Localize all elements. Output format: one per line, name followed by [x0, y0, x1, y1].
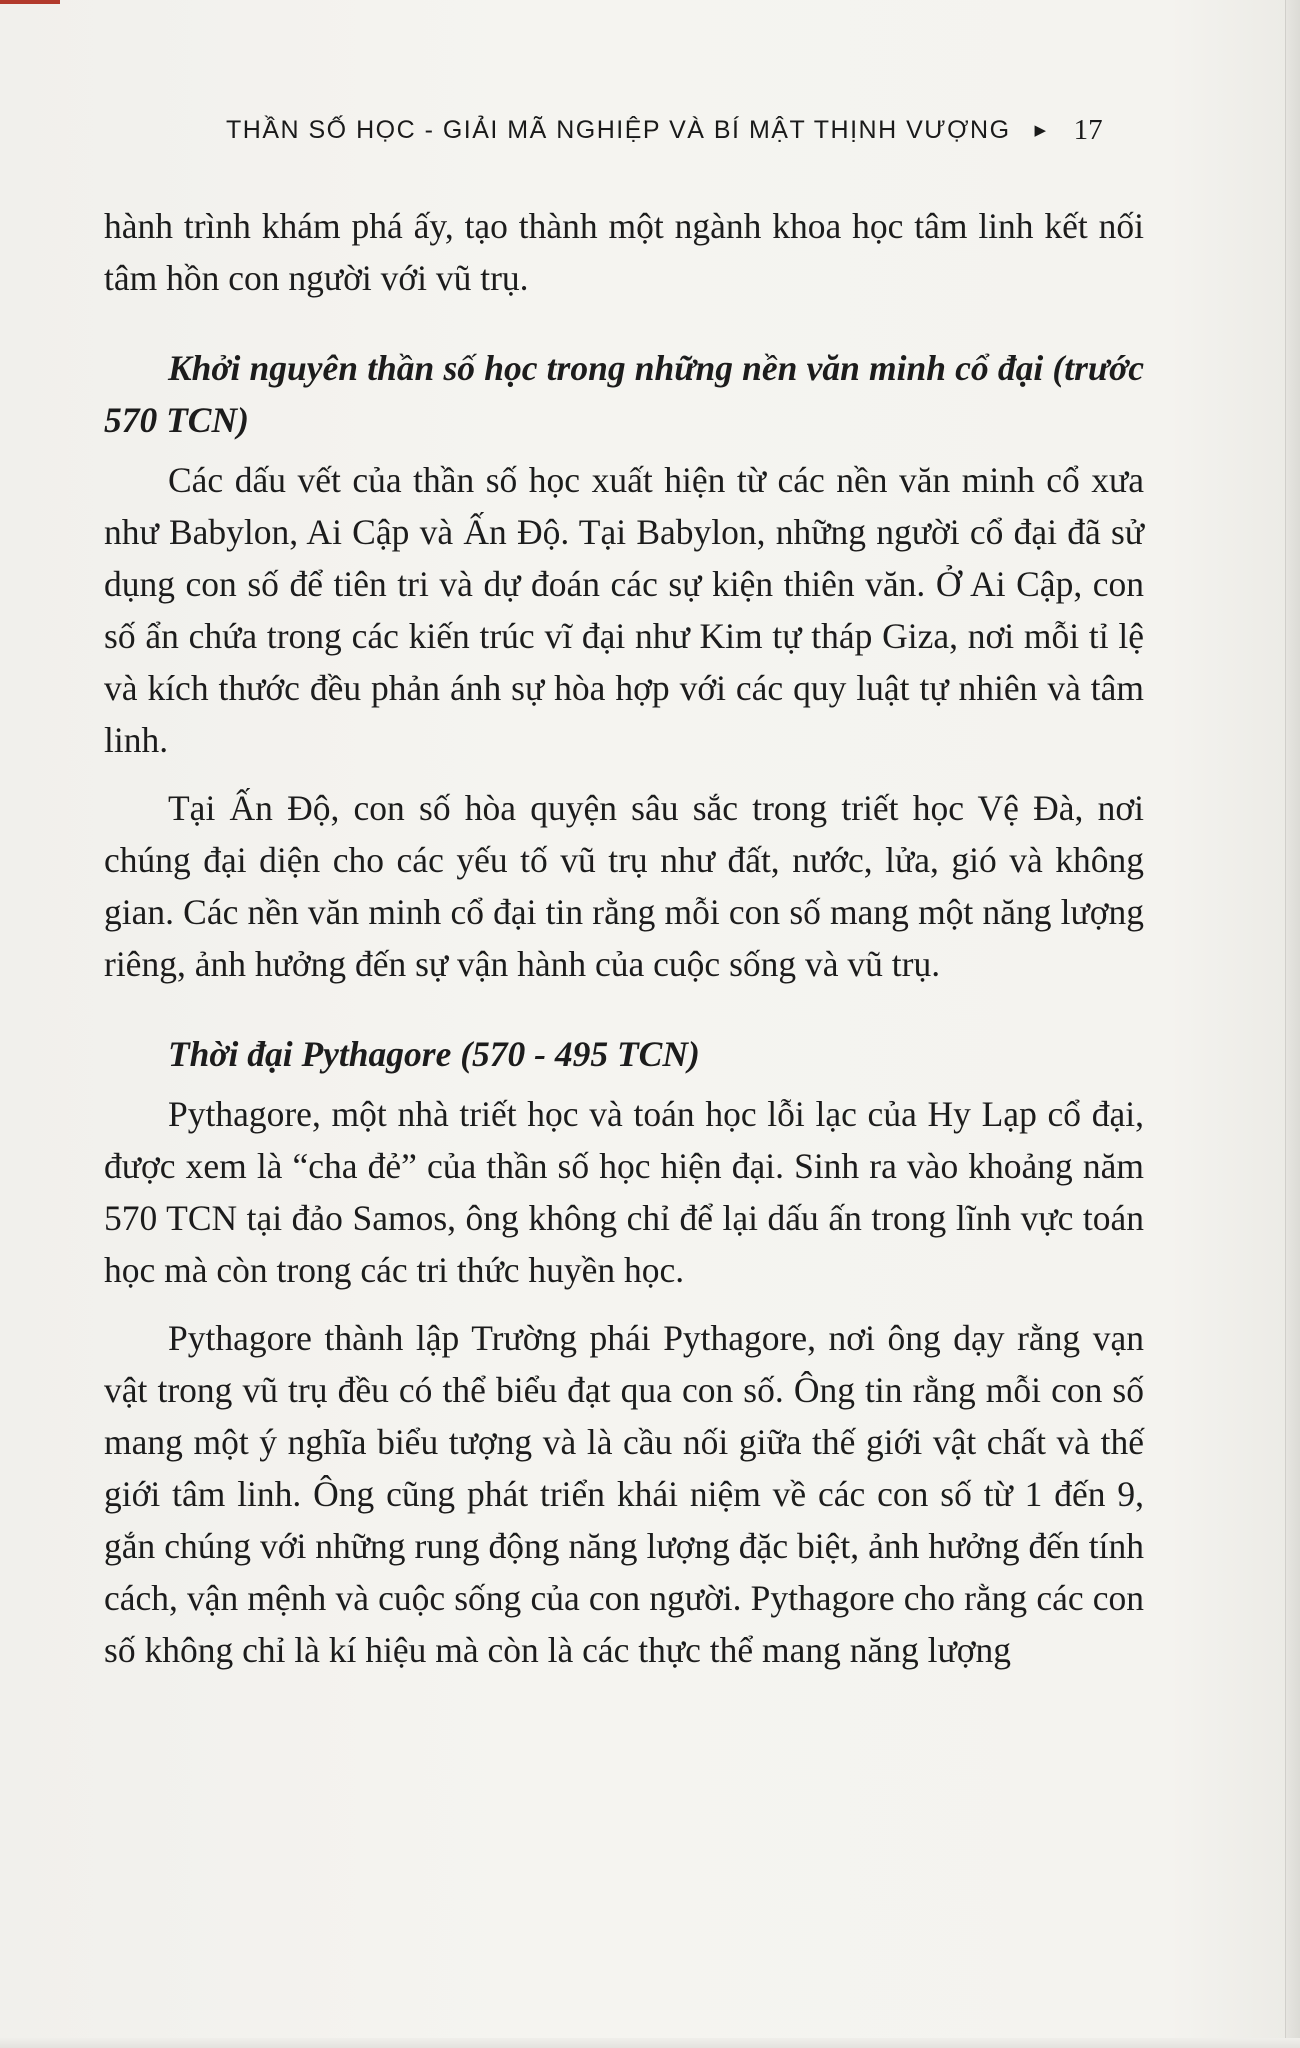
section-heading-pythagore: Thời đại Pythagore (570 - 495 TCN)	[168, 1034, 700, 1074]
running-title: THẦN SỐ HỌC - GIẢI MÃ NGHIỆP VÀ BÍ MẬT THỊNH VƯỢNG	[226, 115, 1011, 144]
triangle-right-icon: ▶	[1034, 122, 1048, 139]
paragraph-3: Tại Ấn Độ, con số hòa quyện sâu sắc trong triết học Vệ Đà, nơi chúng đại diện cho các yếu tố vũ trụ như đất, nước, lửa, gió và không gian. Các nền văn minh cổ đại tin rằng mỗi con số mang một năng lượng riêng, ảnh hưởng đến sự vận hành của cuộc sống và vũ trụ.	[104, 788, 1144, 984]
page-top-edge	[0, 0, 60, 4]
paragraph-1: hành trình khám phá ấy, tạo thành một ngành khoa học tâm linh kết nối tâm hồn con người với vũ trụ.	[104, 206, 1144, 298]
page-bottom-edge	[0, 2038, 1300, 2048]
paragraph-2: Các dấu vết của thần số học xuất hiện từ các nền văn minh cổ xưa như Babylon, Ai Cập và Ấn Độ. Tại Babylon, những người cổ đại đã sử dụng con số để tiên tri và dự đoán các sự kiện thiên văn. Ở Ai Cập, con số ẩn chứa trong các kiến trúc vĩ đại như Kim tự tháp Giza, nơi mỗi tỉ lệ và kích thước đều phản ánh sự hòa hợp với các quy luật tự nhiên và tâm linh.	[104, 460, 1144, 760]
paragraph-5: Pythagore thành lập Trường phái Pythagore, nơi ông dạy rằng vạn vật trong vũ trụ đều có thể biểu đạt qua con số. Ông tin rằng mỗi con số mang một ý nghĩa biểu tượng và là cầu nối giữa thế giới vật chất và thế giới tâm linh. Ông cũng phát triển khái niệm về các con số từ 1 đến 9, gắn chúng với những rung động năng lượng đặc biệt, ảnh hưởng đến tính cách, vận mệnh và cuộc sống của con người. Pythagore cho rằng các con số không chỉ là kí hiệu mà còn là các thực thể mang năng lượng	[104, 1318, 1144, 1670]
page-body	[104, 200, 1144, 1676]
section-heading-ancient: Khởi nguyên thần số học trong những nền văn minh cổ đại (trước 570 TCN)	[104, 348, 1144, 440]
page-right-edge	[1285, 0, 1300, 2048]
running-header	[226, 112, 1136, 148]
page-number: 17	[1073, 113, 1103, 146]
paragraph-4: Pythagore, một nhà triết học và toán học lỗi lạc của Hy Lạp cổ đại, được xem là “cha đẻ” của thần số học hiện đại. Sinh ra vào khoảng năm 570 TCN tại đảo Samos, ông không chỉ để lại dấu ấn trong lĩnh vực toán học mà còn trong các tri thức huyền học.	[104, 1094, 1144, 1290]
